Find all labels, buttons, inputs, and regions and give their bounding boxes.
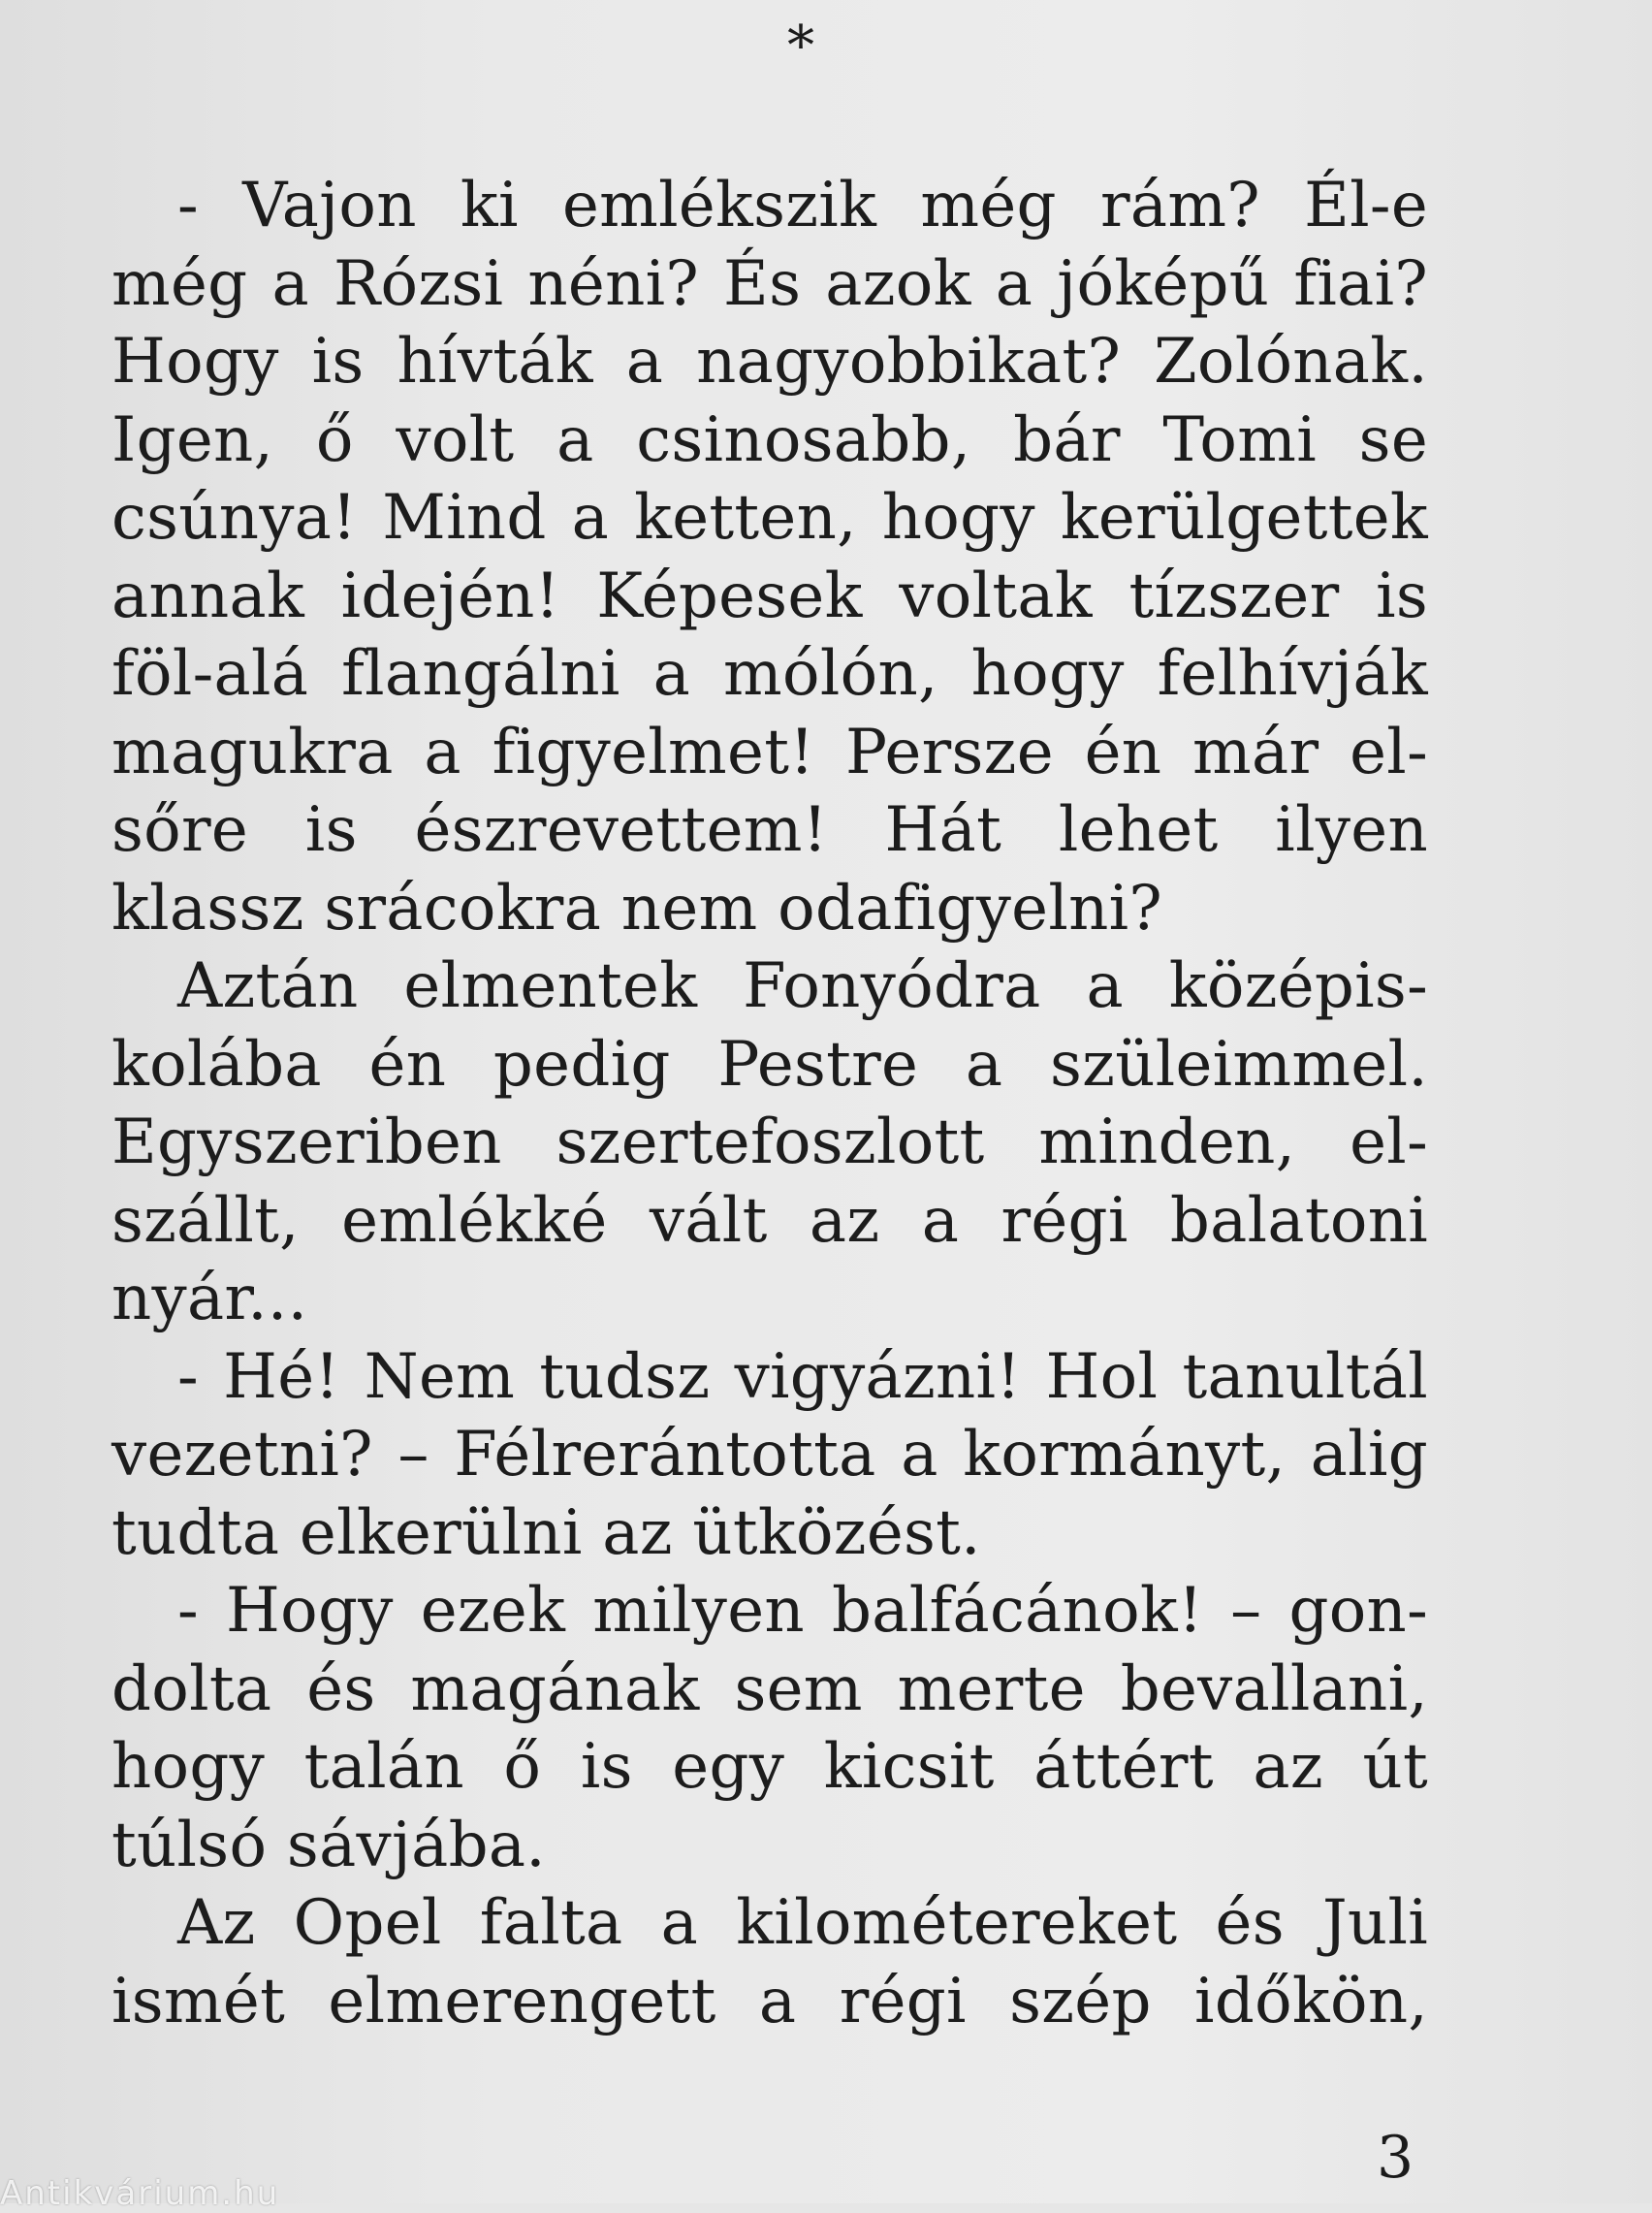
paragraph-5 — [111, 1884, 1428, 2040]
body-text — [111, 167, 1428, 2040]
text-line: - Hé! Nem tudsz vigyázni! Hol tanultál — [177, 1340, 1428, 1413]
text-line: dolta és magának sem merte bevallani, — [111, 1652, 1428, 1725]
paragraph-1 — [111, 167, 1428, 947]
text-line: kolába én pedig Pestre a szüleimmel. — [111, 1028, 1428, 1101]
text-line: szállt, emlékké vált az a régi balatoni — [111, 1184, 1428, 1257]
text-line: ismét elmerengett a régi szép időkön, — [111, 1965, 1428, 2037]
text-line: klassz srácokra nem odafigyelni? — [111, 872, 1163, 945]
text-line: - Hogy ezek milyen balfácánok! – gon- — [177, 1575, 1428, 1647]
page-number: 3 — [1377, 2124, 1414, 2192]
text-line: csúnya! Mind a ketten, hogy kerülgettek — [111, 482, 1428, 554]
paragraph-4 — [111, 1572, 1428, 1884]
text-line: tudta elkerülni az ütközést. — [111, 1496, 981, 1569]
text-line: annak idején! Képesek voltak tízszer is — [111, 560, 1428, 632]
text-line: Igen, ő volt a csinosabb, bár Tomi se — [111, 403, 1428, 476]
text-line: - Vajon ki emlékszik még rám? Él-e — [177, 170, 1428, 241]
text-line: Hogy is hívták a nagyobbikat? Zolónak. — [111, 326, 1428, 398]
text-line: nyár... — [111, 1263, 308, 1334]
paragraph-3 — [111, 1338, 1428, 1573]
section-asterisk: * — [787, 15, 814, 78]
text-line: Aztán elmentek Fonyódra a középis- — [177, 950, 1428, 1022]
text-line: még a Rózsi néni? És azok a jóképű fiai? — [111, 247, 1428, 320]
text-line: hogy talán ő is egy kicsit áttért az út — [111, 1731, 1428, 1803]
text-line: túlsó sávjába. — [111, 1809, 546, 1881]
text-line: magukra a figyelmet! Persze én már el- — [111, 716, 1428, 788]
text-line: Egyszeriben szertefoszlott minden, el- — [111, 1106, 1428, 1178]
text-line: föl-alá flangálni a mólón, hogy felhívják — [111, 638, 1428, 710]
text-line: Az Opel falta a kilométereket és Juli — [177, 1887, 1428, 1959]
text-line: sőre is észrevettem! Hát lehet ilyen — [111, 794, 1428, 866]
paragraph-2 — [111, 947, 1428, 1338]
watermark-logo: Antikvárium.hu — [0, 2174, 280, 2213]
text-line: vezetni? – Félrerántotta a kormányt, alig — [111, 1419, 1428, 1491]
